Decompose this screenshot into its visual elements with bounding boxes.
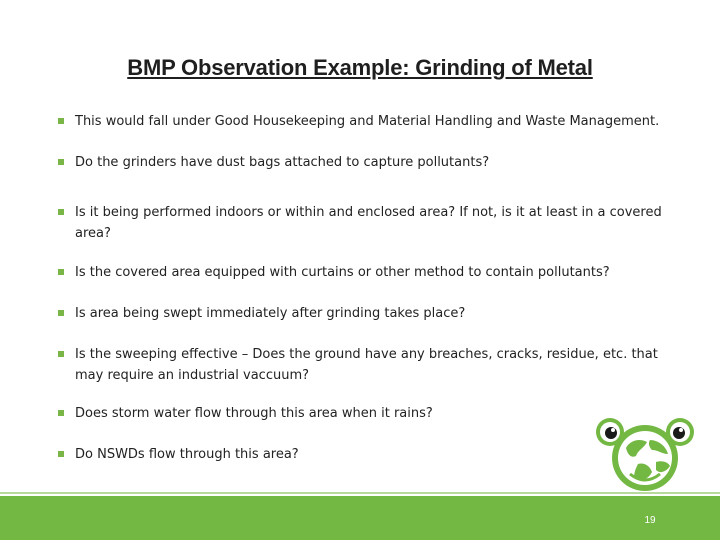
list-item [58, 202, 688, 244]
square-bullet-icon [58, 118, 64, 124]
bullet-text: Do NSWDs flow through this area? [75, 447, 299, 462]
list-item [58, 444, 598, 465]
bullet-text: Do the grinders have dust bags attached to capture pollutants? [75, 155, 490, 170]
slide-title: BMP Observation Example: Grinding of Metal [127, 55, 593, 80]
bullet-text: This would fall under Good Housekeeping and Material Handling and Waste Management. [75, 114, 660, 129]
bullet-text: Is the covered area equipped with curtains or other method to contain pollutants? [75, 265, 610, 280]
list-item [58, 262, 688, 283]
footer-divider [0, 492, 720, 494]
list-item [58, 303, 688, 324]
bullet-text: Is the sweeping effective – Does the ground have any breaches, cracks, residue, etc. that may require an industrial vaccuum? [75, 347, 658, 383]
list-item [58, 344, 688, 386]
bullet-text: Is it being performed indoors or within and enclosed area? If not, is it at least in a covered area? [75, 205, 662, 241]
bullet-text: Does storm water flow through this area when it rains? [75, 406, 433, 421]
list-item [58, 152, 688, 173]
page-number: 19 [644, 515, 656, 526]
frog-globe-logo-icon [592, 410, 698, 492]
square-bullet-icon [58, 209, 64, 215]
bullet-text: Is area being swept immediately after grinding takes place? [75, 306, 466, 321]
square-bullet-icon [58, 451, 64, 457]
square-bullet-icon [58, 269, 64, 275]
list-item [58, 403, 598, 424]
square-bullet-icon [58, 351, 64, 357]
square-bullet-icon [58, 310, 64, 316]
list-item [58, 111, 688, 132]
square-bullet-icon [58, 159, 64, 165]
square-bullet-icon [58, 410, 64, 416]
